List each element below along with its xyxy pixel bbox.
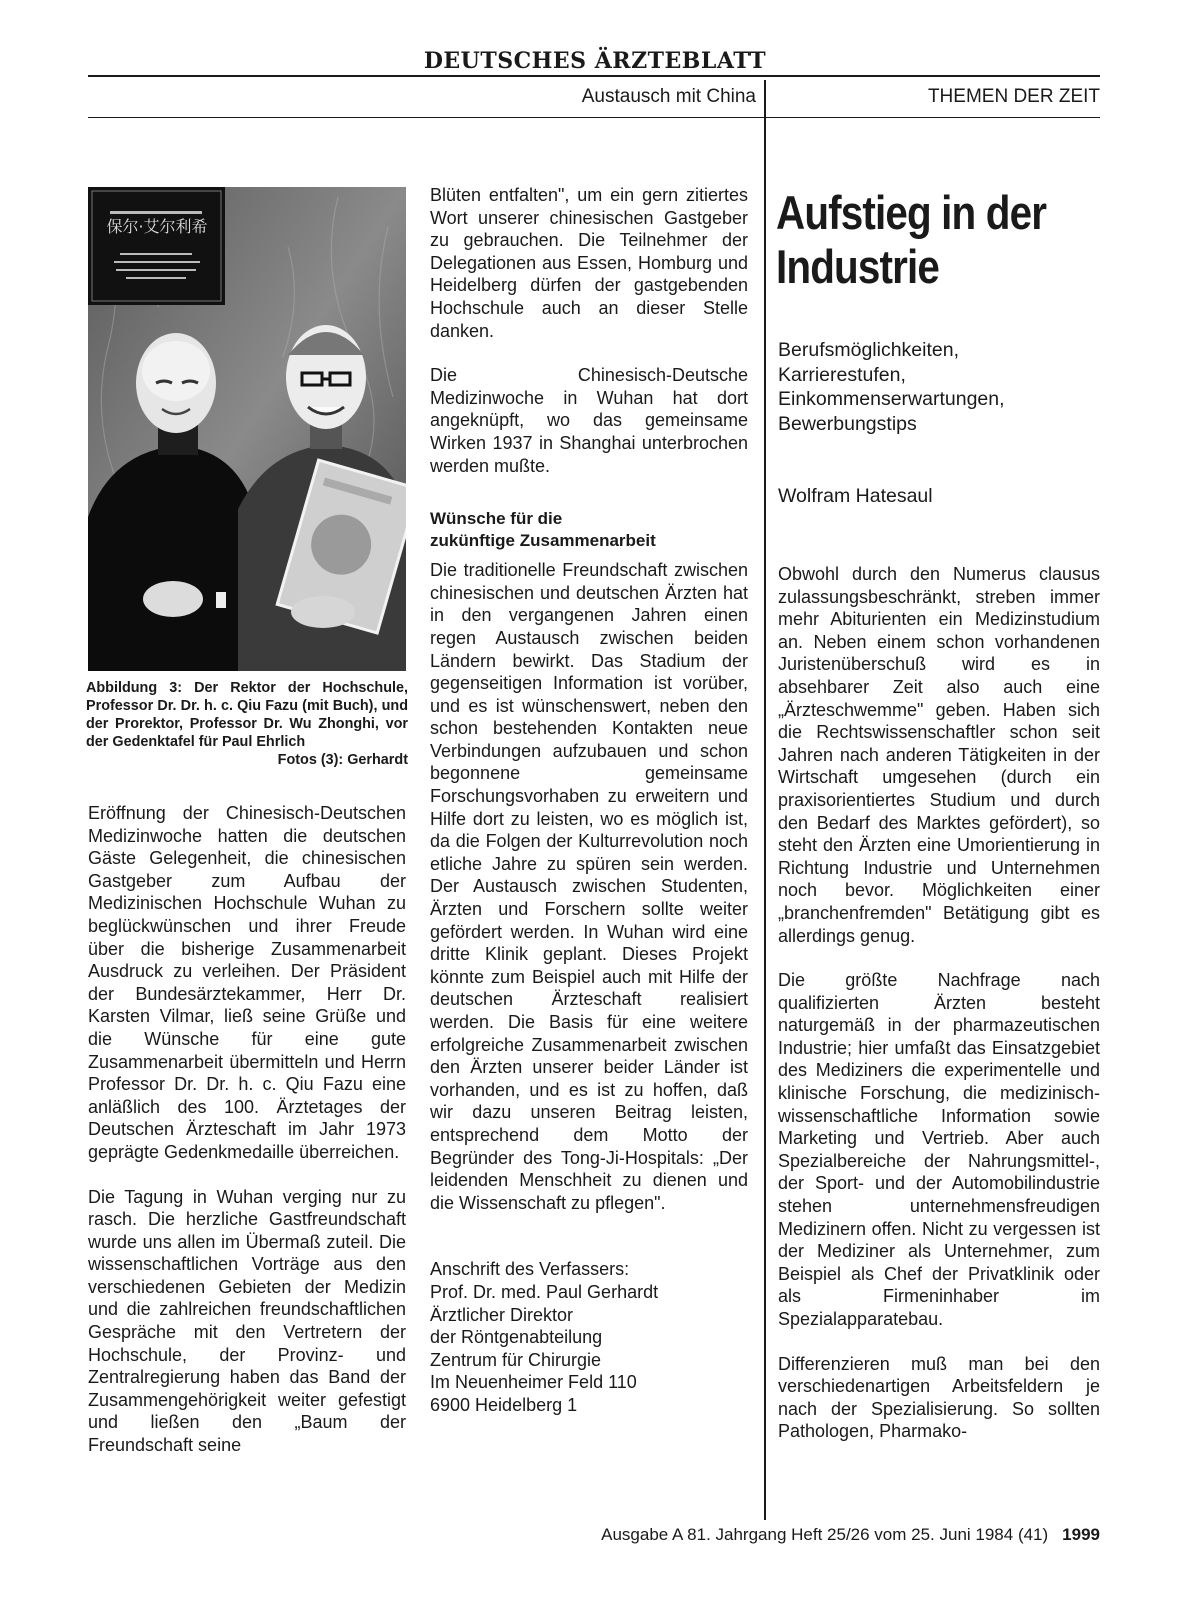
- paragraph: Obwohl durch den Numerus clausus zulassungsbeschränkt, streben immer mehr Abiturienten ein Medizinstudium an. Neben einem schon vorhandenen Juristenüberschuß wird es in absehbarer Zeit also auch eine „Ärzteschwemme" geben. Haben sich die Rechtswissenschaftler schon seit Jahren nach anderen Tätigkeiten in der Wirtschaft umgesehen (durch ein praxisorientiertes Studium und durch den Bedarf des Marktes gefördert), so steht den Ärzten eine Umorientierung in Richtung Industrie und Unternehmen noch bevor. Möglichkeiten einer „branchenfremden" Betätigung gibt es allerdings genug.: [778, 564, 1100, 946]
- author-address-line: Zentrum für Chirurgie: [430, 1349, 602, 1370]
- headline-line: Industrie: [776, 240, 939, 293]
- subtitle-line: Karrierestufen,: [778, 363, 906, 386]
- caption-text: Abbildung 3: Der Rektor der Hochschule, Professor Dr. Dr. h. c. Qiu Fazu (mit Buch), und der Prorektor, Professor Dr. Wu Zhonghi, vor der Gedenktafel für Paul Ehrlich: [86, 680, 408, 750]
- column-divider: [764, 80, 766, 1520]
- header-rule: [88, 117, 1100, 118]
- masthead: DEUTSCHES ÄRZTEBLATT: [423, 48, 767, 74]
- author-address-line: Anschrift des Verfassers:: [430, 1259, 630, 1280]
- paragraph: Blüten entfalten", um ein gern zitiertes Wort unserer chinesischen Gastgeber zu gebrauchen. Die Teilnehmer der Delegationen aus Essen, Homburg und Heidelberg dürfen der gastgebenden Hochschule auch an dieser Stelle danken.: [430, 185, 748, 341]
- paragraph: Die größte Nachfrage nach qualifizierten Ärzten besteht naturgemäß in der pharmazeutischen Industrie; hier umfaßt das Einsatzgebiet des Mediziners die experimentelle und klinische Forschung, die medizinisch-wissenschaftliche Information sowie Marketing und Vertrieb. Aber auch Spezialbereiche der Nahrungsmittel-, der Sport- und der Automobilindustrie stehen unternehmensfreudigen Medizinern offen. Nicht zu vergessen ist der Mediziner als Unternehmer, zum Beispiel als Chef der Privatklinik oder als Firmeninhaber im Spezialapparatebau.: [778, 970, 1100, 1329]
- subheading: Wünsche für die: [430, 509, 563, 529]
- subtitle-line: Einkommenserwartungen,: [778, 388, 1005, 410]
- photo-credit: Fotos (3): Gerhardt: [277, 752, 408, 768]
- column-2: [430, 184, 748, 1417]
- paragraph: Differenzieren muß man bei den verschiedenartigen Arbeitsfeldern je nach der Spezialisierung. So sollten Pathologen, Pharmako-: [778, 1353, 1100, 1442]
- author-address-line: 6900 Heidelberg 1: [430, 1394, 578, 1415]
- page-number: 1999: [1062, 1525, 1100, 1544]
- column-1: [88, 802, 406, 1457]
- author-address-line: der Röntgenabteilung: [430, 1327, 603, 1348]
- paragraph: Eröffnung der Chinesisch-Deutschen Medizinwoche hatten die deutschen Gäste Gelegenheit, die chinesischen Gastgeber zum Aufbau der Medizinischen Hochschule Wuhan zu beglückwünschen und ihrer Freude über die bisherige Zusammenarbeit Ausdruck zu verleihen. Der Präsident der Bundesärztekammer, Herr Dr. Karsten Vilmar, ließ seine Grüße und die Wünsche für eine gute Zusammenarbeit übermitteln und Herrn Professor Dr. Dr. h. c. Qiu Fazu eine anläßlich des 100. Ärztetages der Deutschen Ärzteschaft im Jahr 1973 geprägte Gedenkmedaille überreichen.: [88, 803, 406, 1162]
- plaque-text: 保尔·艾尔利希: [106, 217, 208, 236]
- headline-line: Aufstieg in der: [776, 186, 1047, 239]
- photo-caption: [86, 679, 408, 769]
- paragraph: Die Tagung in Wuhan verging nur zu rasch. Die herzliche Gastfreundschaft wurde uns allen im Übermaß zuteil. Die wissenschaftlichen Vorträge aus den verschiedenen Gebieten der Medizin und die zahlreichen freundschaftlichen Gespräche mit den Vertretern der Hochschule, der Provinz- und Zentralregierung haben das Band der Zusammengehörigkeit weiter gefestigt und ließen den „Baum der Freundschaft seine: [88, 1186, 406, 1456]
- paragraph: Die Chinesisch-Deutsche Medizinwoche in Wuhan hat dort angeknüpft, wo das gemeinsame Wirken 1937 in Shanghai unterbrochen werden mußte.: [430, 365, 748, 476]
- paragraph: Die traditionelle Freundschaft zwischen chinesischen und deutschen Ärzten hat in den vergangenen Jahren einen regen Austausch zwischen beiden Ländern bewirkt. Das Stadium der gegenseitigen Information ist vorüber, und es ist wünschenswert, neben den schon bestehenden Kontakten neue Verbindungen aufzubauen und schon begonnene gemeinsame Forschungsvorhaben zu erweitern und Hilfe dort zu leisten, wo es möglich ist, da die Folgen der Kulturrevolution noch etliche Jahre zu spüren sein werden. Der Austausch zwischen Studenten, Ärzten und Forschern sollte weiter gefördert werden. In Wuhan wird eine dritte Klinik geplant. Dieses Projekt könnte zum Beispiel auch mit Hilfe der deutschen Ärzteschaft realisiert werden. Die Basis für eine weitere erfolgreiche Zusammenarbeit zwischen den Ärzten unserer beider Länder ist vorhanden, und es ist zu hoffen, daß wir dazu unseren Beitrag leisten, entsprechend dem Motto der Begründer des Tong-Ji-Hospitals: „Der leidenden Menschheit zu dienen und die Wissenschaft zu pflegen".: [430, 560, 748, 1213]
- article-subtitle: [778, 338, 1100, 436]
- edition-info: Ausgabe A 81. Jahrgang Heft 25/26 vom 25. Juni 1984 (41): [601, 1525, 1049, 1544]
- article-headline: [776, 186, 1060, 294]
- author-address-line: Ärztlicher Direktor: [430, 1304, 574, 1325]
- subtitle-line: Berufsmöglichkeiten,: [778, 339, 960, 361]
- author-address-line: Prof. Dr. med. Paul Gerhardt: [430, 1281, 659, 1302]
- photo-rector-and-prorector: [88, 187, 406, 671]
- section-label-left: Austausch mit China: [581, 86, 756, 107]
- author-address-line: Im Neuenheimer Feld 110: [430, 1372, 637, 1393]
- subtitle-line: Bewerbungstips: [778, 412, 917, 435]
- subheading: zukünftige Zusammenarbeit: [430, 531, 656, 551]
- photo-illustration: [88, 187, 406, 671]
- page-footer: [430, 1525, 1100, 1545]
- column-3: [778, 563, 1100, 1443]
- section-label-right: THEMEN DER ZEIT: [927, 86, 1100, 107]
- article-author: Wolfram Hatesaul: [778, 485, 933, 507]
- masthead-rule: [88, 75, 1100, 77]
